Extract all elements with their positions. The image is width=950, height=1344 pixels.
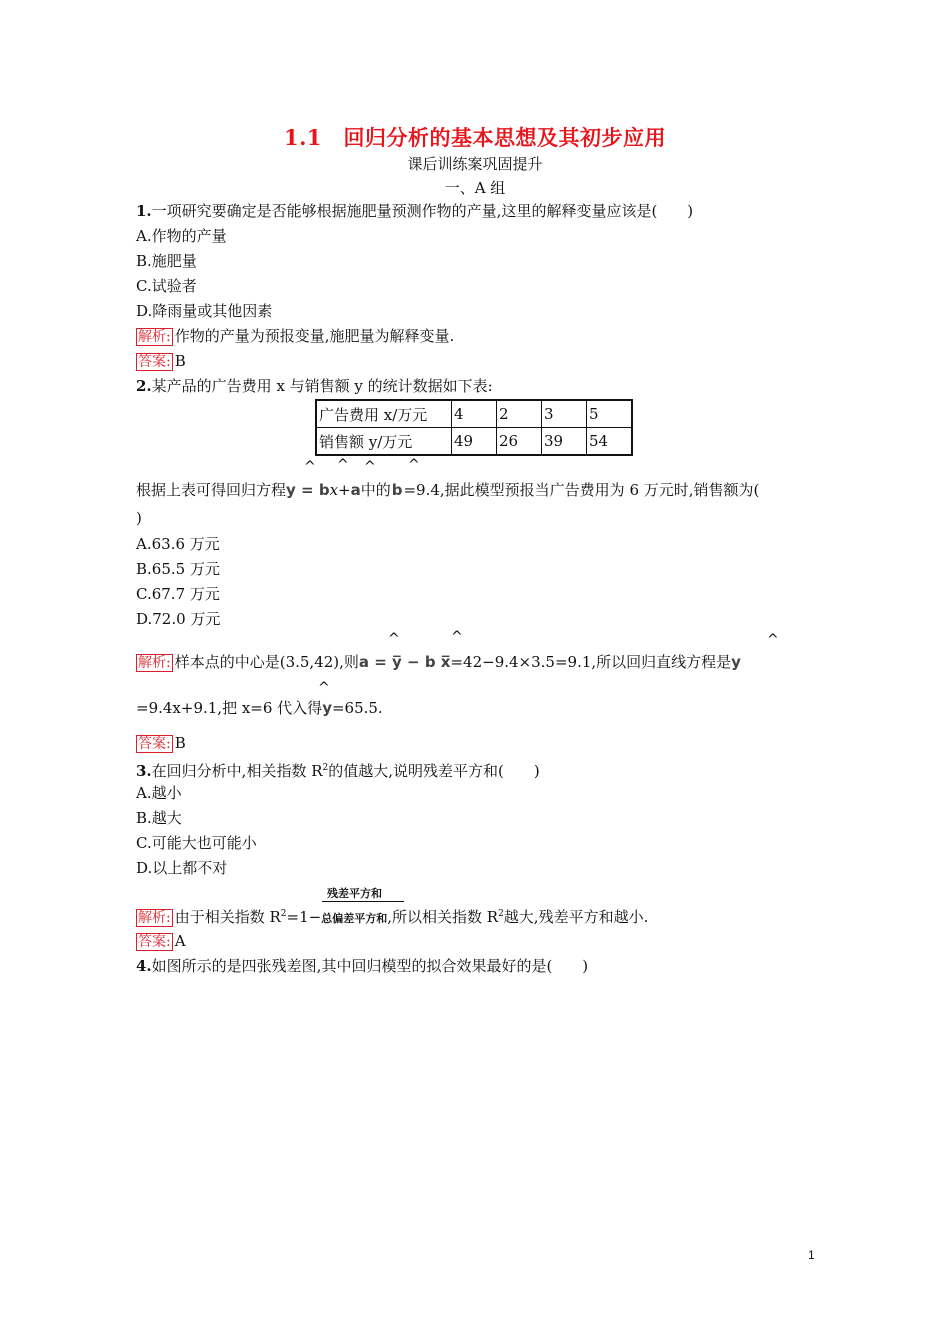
q1-analysis <box>136 326 454 346</box>
hat-mark: ^ <box>337 457 349 473</box>
question-text: 的值越大,说明残差平方和( ) <box>328 762 540 780</box>
group-heading: 一、A 组 <box>444 179 506 197</box>
table-cell: 54 <box>587 428 633 456</box>
data-table <box>315 399 633 456</box>
analysis-label: 解析: <box>138 655 171 671</box>
q2-text: 中的 <box>360 481 391 499</box>
q1-answer <box>136 351 186 371</box>
q2-text: =9.4,据此模型预报当广告费用为 6 万元时,销售额为( <box>403 481 760 499</box>
q3-option-d: D.以上都不对 <box>136 859 228 877</box>
hat-mark: ^ <box>408 457 420 473</box>
analysis-text: =65.5. <box>331 699 383 717</box>
question-text: 如图所示的是四张残差图,其中回归模型的拟合效果最好的是( ) <box>151 957 589 975</box>
table-row-header: 广告费用 x/万元 <box>316 400 452 428</box>
question-1-stem <box>136 201 693 221</box>
q2-answer <box>136 733 186 753</box>
analysis-label: 解析: <box>138 329 171 345</box>
page-title: 1.1 回归分析的基本思想及其初步应用 <box>283 125 667 150</box>
q3-option-c: C.可能大也可能小 <box>136 834 257 852</box>
math-y: y <box>731 653 741 671</box>
q2-option-c: C.67.7 万元 <box>136 585 220 603</box>
hat-mark: ^ <box>364 459 376 475</box>
hat-mark: ^ <box>451 629 463 645</box>
answer-value: B <box>174 352 186 370</box>
q1-option-a: A.作物的产量 <box>136 227 227 245</box>
fraction-numerator: 残差平方和 <box>327 887 382 900</box>
math-a: a <box>350 481 361 499</box>
question-text: 一项研究要确定是否能够根据施肥量预测作物的产量,这里的解释变量应该是( ) <box>151 202 694 220</box>
superscript: 2 <box>498 909 504 919</box>
question-number: 3. <box>136 762 152 780</box>
q2-analysis <box>136 652 741 672</box>
q2-option-b: B.65.5 万元 <box>136 560 220 578</box>
analysis-text: 由于相关指数 R <box>174 908 281 926</box>
math-y: y <box>322 699 332 717</box>
analysis-text: 越大,残差平方和越小. <box>503 908 649 926</box>
answer-value: A <box>174 932 186 950</box>
q3-option-b: B.越大 <box>136 809 182 827</box>
question-text: 在回归分析中,相关指数 R <box>151 762 323 780</box>
page-number: 1 <box>808 1248 815 1262</box>
table-row <box>316 400 632 428</box>
hat-mark: ^ <box>767 632 779 648</box>
q3-option-a: A.越小 <box>136 784 182 802</box>
question-text: 某产品的广告费用 x 与销售额 y 的统计数据如下表: <box>151 377 493 395</box>
analysis-text: ,所以相关指数 R <box>387 908 499 926</box>
table-cell: 3 <box>542 400 587 428</box>
page-subtitle: 课后训练案巩固提升 <box>407 155 543 173</box>
hat-mark: ^ <box>318 680 330 696</box>
q2-option-a: A.63.6 万元 <box>136 535 220 553</box>
table-cell: 4 <box>452 400 497 428</box>
math-y: y <box>286 481 296 499</box>
math-b: b <box>318 481 330 499</box>
question-4-stem <box>136 956 588 976</box>
math-formula: a = y̅ − b x̅ <box>358 653 451 671</box>
q1-option-b: B.施肥量 <box>136 252 197 270</box>
table-cell: 5 <box>587 400 633 428</box>
table-cell: 2 <box>497 400 542 428</box>
question-3-stem <box>136 758 540 781</box>
table-row-header: 销售额 y/万元 <box>316 428 452 456</box>
q2-line-1 <box>136 480 759 500</box>
superscript: 2 <box>280 909 287 919</box>
math-x: x+ <box>329 481 351 499</box>
table-cell: 39 <box>542 428 587 456</box>
fraction-denominator: 总偏差平方和 <box>321 912 388 925</box>
math-b: b <box>391 481 403 499</box>
question-2-stem <box>136 376 493 396</box>
answer-label: 答案: <box>138 354 171 370</box>
question-number: 2. <box>136 377 152 395</box>
q2-option-d: D.72.0 万元 <box>136 610 221 628</box>
analysis-label: 解析: <box>138 910 171 926</box>
q3-analysis <box>136 904 648 929</box>
answer-value: B <box>174 734 186 752</box>
q2-text: 根据上表可得回归方程 <box>136 481 287 499</box>
q1-option-c: C.试验者 <box>136 277 197 295</box>
answer-label: 答案: <box>138 736 171 752</box>
fraction-bar <box>322 901 404 902</box>
table-cell: 49 <box>452 428 497 456</box>
q2-line-2: ) <box>136 509 142 527</box>
q3-answer <box>136 931 186 951</box>
hat-mark: ^ <box>388 631 400 647</box>
analysis-text: =42−9.4×3.5=9.1,所以回归直线方程是 <box>450 653 732 671</box>
analysis-text: 样本点的中心是(3.5,42),则 <box>174 653 359 671</box>
math-equals: = <box>295 481 319 499</box>
question-number: 1. <box>136 202 152 220</box>
table-row <box>316 428 632 456</box>
q1-option-d: D.降雨量或其他因素 <box>136 302 273 320</box>
q2-analysis-line-2 <box>136 698 383 718</box>
question-number: 4. <box>136 957 152 975</box>
answer-label: 答案: <box>138 934 171 950</box>
hat-mark: ^ <box>304 459 316 475</box>
analysis-text: 作物的产量为预报变量,施肥量为解释变量. <box>174 327 455 345</box>
analysis-text: =9.4x+9.1,把 x=6 代入得 <box>136 699 323 717</box>
superscript: 2 <box>322 763 329 773</box>
analysis-text: =1− <box>286 908 322 926</box>
table-cell: 26 <box>497 428 542 456</box>
